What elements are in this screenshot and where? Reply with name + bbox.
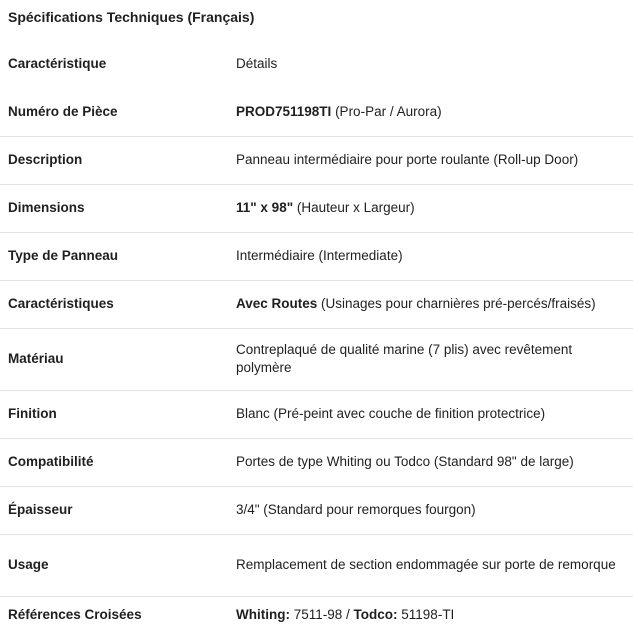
spec-key: Épaisseur bbox=[8, 502, 73, 517]
spec-value-emphasis: Whiting: bbox=[236, 607, 290, 623]
table-row bbox=[0, 328, 633, 390]
spec-value-text: Intermédiaire (Intermediate) bbox=[236, 248, 403, 263]
table-row bbox=[0, 596, 633, 634]
table-row bbox=[0, 88, 633, 136]
spec-value bbox=[228, 88, 633, 136]
table-row bbox=[0, 280, 633, 328]
spec-value bbox=[228, 136, 633, 184]
table-row bbox=[0, 534, 633, 596]
spec-key: Finition bbox=[8, 406, 57, 421]
spec-value-emphasis: 11" x 98" bbox=[236, 200, 294, 215]
table-row bbox=[0, 486, 633, 534]
spec-value-text: 51198-TI bbox=[397, 607, 455, 623]
spec-value bbox=[228, 596, 633, 634]
spec-key: Description bbox=[8, 152, 83, 167]
spec-key: Matériau bbox=[8, 351, 64, 366]
table-row bbox=[0, 232, 633, 280]
spec-value bbox=[228, 486, 633, 534]
spec-value bbox=[228, 328, 633, 390]
spec-value-text: Portes de type Whiting ou Todco (Standard 98" de large) bbox=[236, 454, 574, 469]
spec-value-emphasis: Todco: bbox=[353, 607, 398, 623]
spec-key: Numéro de Pièce bbox=[8, 103, 118, 119]
column-header-feature: Caractéristique bbox=[8, 56, 107, 71]
spec-value-text: (Usinages pour charnières pré-percés/fraisés) bbox=[317, 296, 596, 311]
table-body bbox=[0, 88, 633, 634]
spec-value-text: Blanc (Pré-peint avec couche de finition protectrice) bbox=[236, 406, 546, 421]
spec-value-text: (Pro-Par / Aurora) bbox=[331, 103, 442, 119]
spec-value-text: (Hauteur x Largeur) bbox=[293, 200, 415, 215]
column-header-details: Détails bbox=[236, 56, 278, 71]
spec-value-text: 7511-98 / bbox=[289, 607, 354, 623]
spec-key: Caractéristiques bbox=[8, 296, 114, 311]
table-header-row bbox=[0, 40, 633, 88]
spec-value bbox=[228, 280, 633, 328]
spec-key: Type de Panneau bbox=[8, 248, 119, 263]
table-row bbox=[0, 438, 633, 486]
spec-key: Usage bbox=[8, 557, 49, 572]
page-title: Spécifications Techniques (Français) bbox=[8, 9, 255, 25]
spec-value-text: Remplacement de section endommagée sur porte de remorque bbox=[236, 557, 616, 572]
spec-value-text: Contreplaqué de qualité marine (7 plis) avec revêtement polymère bbox=[236, 342, 573, 375]
spec-value bbox=[228, 390, 633, 438]
spec-value-emphasis: Avec Routes bbox=[236, 296, 318, 311]
spec-key: Références Croisées bbox=[8, 607, 142, 623]
spec-table bbox=[0, 40, 633, 634]
spec-value bbox=[228, 534, 633, 596]
spec-value-text: 3/4" (Standard pour remorques fourgon) bbox=[236, 502, 476, 517]
spec-value-emphasis: PROD751198TI bbox=[236, 103, 332, 119]
spec-value bbox=[228, 184, 633, 232]
table-row bbox=[0, 136, 633, 184]
table-row bbox=[0, 184, 633, 232]
table-row bbox=[0, 390, 633, 438]
spec-value bbox=[228, 438, 633, 486]
spec-value-text: Panneau intermédiaire pour porte roulante (Roll-up Door) bbox=[236, 152, 579, 167]
spec-value bbox=[228, 232, 633, 280]
spec-key: Dimensions bbox=[8, 200, 85, 215]
spec-key: Compatibilité bbox=[8, 454, 94, 469]
